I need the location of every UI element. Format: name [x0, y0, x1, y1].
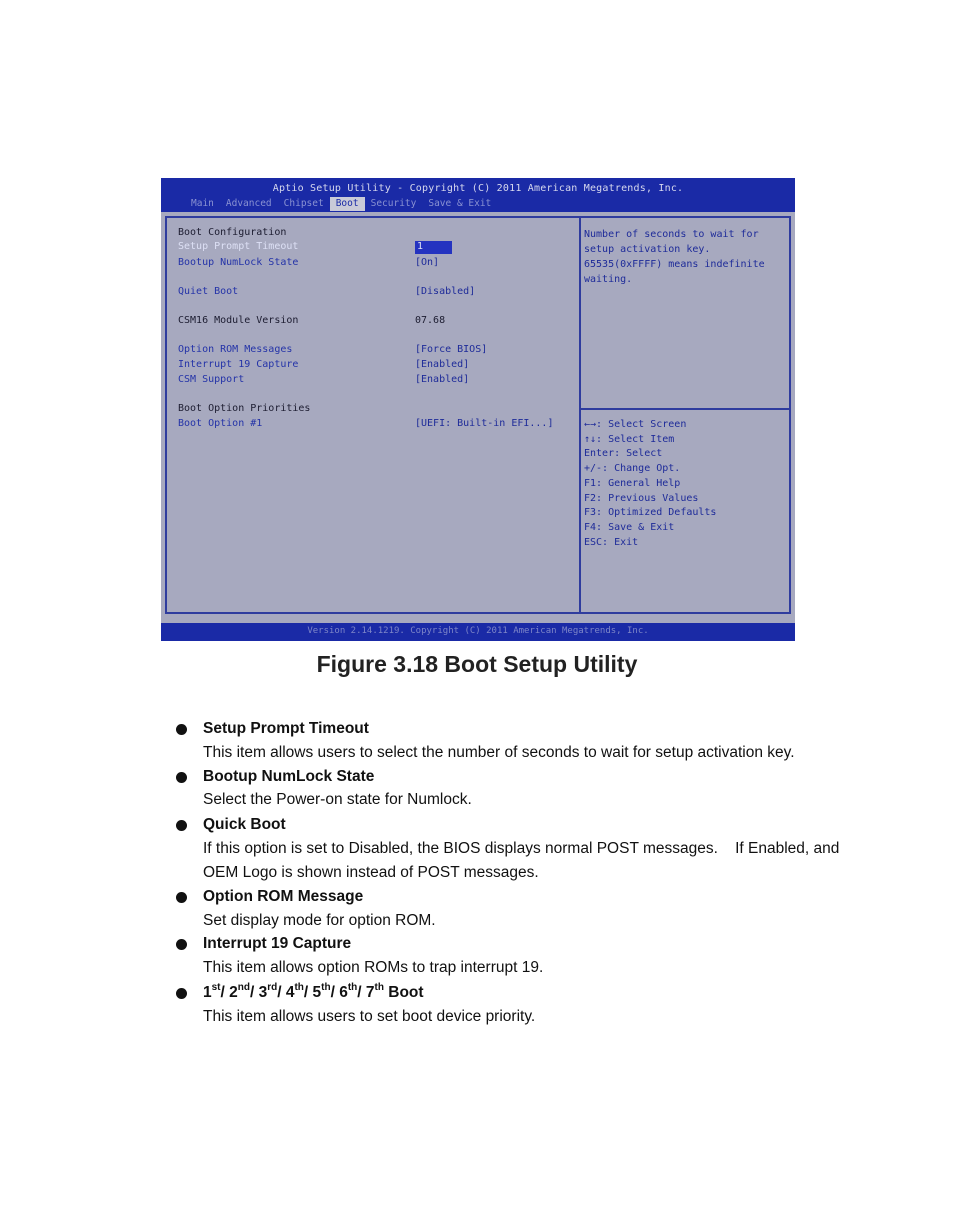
boot-option-1-item[interactable]: Boot Option #1 — [178, 418, 263, 429]
figure-caption: Figure 3.18 Boot Setup Utility — [316, 651, 638, 677]
tab-main[interactable]: Main — [191, 198, 214, 209]
bullet-title-quick-boot: Quick Boot — [203, 816, 286, 833]
bullet-desc-interrupt-19-capture: This item allows option ROMs to trap interrupt 19. — [203, 959, 544, 976]
help-line: Number of seconds to wait for — [584, 229, 759, 240]
help-line: waiting. — [584, 274, 633, 285]
tab-boot[interactable]: Boot — [330, 197, 365, 211]
key-esc-exit: ESC: Exit — [584, 536, 639, 548]
tab-security[interactable]: Security — [370, 198, 417, 209]
interrupt-19-capture-item[interactable]: Interrupt 19 Capture — [178, 359, 299, 370]
help-line: 65535(0xFFFF) means indefinite — [584, 259, 765, 270]
bullet-desc-option-rom-message: Set display mode for option ROM. — [203, 912, 436, 929]
bios-vertical-divider — [579, 216, 581, 614]
key-general-help: F1: General Help — [584, 477, 681, 489]
help-line: setup activation key. — [584, 244, 711, 255]
bullet-desc-setup-prompt-timeout: This item allows users to select the number of seconds to wait for setup activation key. — [203, 744, 795, 761]
quiet-boot-value[interactable]: [Disabled] — [415, 286, 476, 297]
bios-title: Aptio Setup Utility - Copyright (C) 2011 American Megatrends, Inc. — [272, 183, 684, 194]
key-save-exit: F4: Save & Exit — [584, 521, 675, 533]
bullet-title-interrupt-19-capture: Interrupt 19 Capture — [203, 935, 352, 952]
bios-help-divider — [581, 408, 789, 410]
bootup-numlock-state-value[interactable]: [On] — [415, 257, 440, 268]
interrupt-19-capture-value[interactable]: [Enabled] — [415, 359, 470, 370]
quiet-boot-item[interactable]: Quiet Boot — [178, 286, 239, 297]
bootup-numlock-state-item[interactable]: Bootup NumLock State — [178, 257, 299, 268]
bullet-icon — [176, 892, 187, 903]
bullet-icon — [176, 939, 187, 950]
bullet-title-option-rom-message: Option ROM Message — [203, 888, 364, 905]
key-change-opt: +/-: Change Opt. — [584, 463, 681, 475]
boot-configuration-heading: Boot Configuration — [178, 227, 287, 238]
boot-option-1-value[interactable]: [UEFI: Built-in EFI...] — [415, 418, 554, 429]
bios-screenshot — [161, 178, 795, 641]
bullet-desc-boot-order: This item allows users to set boot device priority. — [203, 1008, 536, 1025]
csm-support-item[interactable]: CSM Support — [178, 374, 245, 385]
bullet-desc-bootup-numlock-state: Select the Power-on state for Numlock. — [203, 791, 472, 808]
option-rom-messages-value[interactable]: [Force BIOS] — [415, 344, 488, 355]
csm-support-value[interactable]: [Enabled] — [415, 374, 470, 385]
bullet-desc-quick-boot-line-2: OEM Logo is shown instead of POST messages. — [203, 864, 539, 881]
bullet-icon — [176, 988, 187, 999]
tab-advanced[interactable]: Advanced — [225, 198, 272, 209]
tab-save-exit[interactable]: Save & Exit — [428, 198, 492, 209]
bullet-title-bootup-numlock-state: Bootup NumLock State — [203, 768, 375, 785]
key-select-item: ↑↓: Select Item — [584, 433, 675, 445]
option-rom-messages-item[interactable]: Option ROM Messages — [178, 344, 293, 355]
setup-prompt-timeout-value[interactable]: 1 — [417, 241, 424, 252]
tab-chipset[interactable]: Chipset — [283, 198, 324, 209]
csm16-module-version-value: 07.68 — [415, 315, 446, 326]
key-previous-values: F2: Previous Values — [584, 492, 699, 504]
bios-key-legend — [584, 418, 716, 550]
setup-prompt-timeout-item[interactable]: Setup Prompt Timeout — [178, 241, 299, 252]
bios-tab-bar — [185, 197, 497, 211]
bullet-desc-quick-boot-line-1: If this option is set to Disabled, the BIOS displays normal POST messages. If Enabled, and — [203, 840, 840, 857]
bios-header-bar — [161, 178, 795, 212]
bios-help-text — [584, 227, 784, 287]
boot-option-priorities-heading: Boot Option Priorities — [178, 403, 311, 414]
bios-version-text: Version 2.14.1219. Copyright (C) 2011 American Megatrends, Inc. — [307, 626, 649, 636]
bios-footer-bar — [161, 623, 795, 641]
key-select-screen: ←→: Select Screen — [584, 419, 687, 430]
bullet-title-boot-order: 1st/ 2nd/ 3rd/ 4th/ 5th/ 6th/ 7th Boot — [203, 981, 424, 1001]
bullet-title-setup-prompt-timeout: Setup Prompt Timeout — [203, 720, 369, 737]
key-enter-select: Enter: Select — [584, 448, 663, 460]
bullet-icon — [176, 772, 187, 783]
csm16-module-version-label: CSM16 Module Version — [178, 315, 299, 326]
bullet-icon — [176, 820, 187, 831]
key-optimized-defaults: F3: Optimized Defaults — [584, 507, 717, 519]
bullet-icon — [176, 724, 187, 735]
